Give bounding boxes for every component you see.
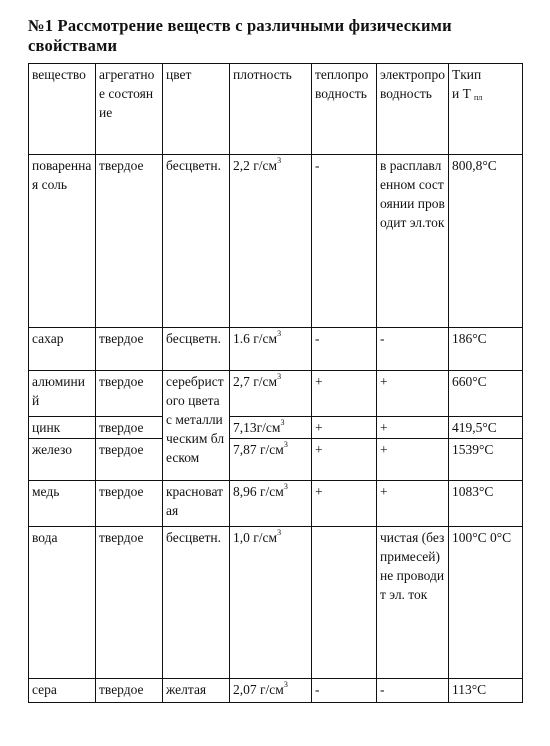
cell-electric: + bbox=[377, 439, 449, 481]
cell-thermal: - bbox=[312, 679, 377, 703]
cell-density: 1.6 $г/см^3$ bbox=[230, 328, 312, 371]
header-color: цвет bbox=[163, 64, 230, 155]
cell-thermal: - bbox=[312, 155, 377, 328]
table-row bbox=[29, 481, 523, 527]
table-row bbox=[29, 679, 523, 703]
cell-temperature: 660°C bbox=[449, 371, 523, 417]
table-row bbox=[29, 328, 523, 371]
cell-temperature: 800,8°C bbox=[449, 155, 523, 328]
header-state: агрегатное состояние bbox=[96, 64, 163, 155]
cell-electric: в расплавленном состоянии проводит эл.ток bbox=[377, 155, 449, 328]
cell-color: бесцветн. bbox=[163, 328, 230, 371]
table-header-row bbox=[29, 64, 523, 155]
header-thermal: теплопроводность bbox=[312, 64, 377, 155]
cell-substance: медь bbox=[29, 481, 96, 527]
cell-substance: цинк bbox=[29, 417, 96, 439]
table-row bbox=[29, 439, 523, 481]
cell-state: твердое bbox=[96, 527, 163, 679]
cell-color: желтая bbox=[163, 679, 230, 703]
cell-substance: железо bbox=[29, 439, 96, 481]
cell-density: 2,7 $г/см^3$ bbox=[230, 371, 312, 417]
cell-thermal: + bbox=[312, 481, 377, 527]
cell-state: твердое bbox=[96, 155, 163, 328]
cell-density: 1,0 $г/см^3$ bbox=[230, 527, 312, 679]
properties-table bbox=[28, 63, 523, 703]
cell-density: 2,2 $г/см^3$ bbox=[230, 155, 312, 328]
cell-thermal: - bbox=[312, 328, 377, 371]
cell-temperature: 419,5°C bbox=[449, 417, 523, 439]
table-row bbox=[29, 371, 523, 417]
cell-color: красноватая bbox=[163, 481, 230, 527]
header-electric: электропроводность bbox=[377, 64, 449, 155]
cell-temperature: 1083°C bbox=[449, 481, 523, 527]
cell-temperature: 186°C bbox=[449, 328, 523, 371]
header-density: плотность bbox=[230, 64, 312, 155]
cell-state: твердое bbox=[96, 439, 163, 481]
cell-substance: алюминий bbox=[29, 371, 96, 417]
table-row bbox=[29, 417, 523, 439]
cell-temperature: 1539°C bbox=[449, 439, 523, 481]
cell-substance: сахар bbox=[29, 328, 96, 371]
cell-thermal bbox=[312, 527, 377, 679]
cell-electric: + bbox=[377, 417, 449, 439]
cell-thermal: + bbox=[312, 439, 377, 481]
header-temperature: Tкип и T $_{пл}$ bbox=[449, 64, 523, 155]
header-substance: вещество bbox=[29, 64, 96, 155]
cell-temperature: 113°C bbox=[449, 679, 523, 703]
cell-electric: + bbox=[377, 371, 449, 417]
cell-state: твердое bbox=[96, 328, 163, 371]
cell-electric: - bbox=[377, 328, 449, 371]
cell-color: бесцветн. bbox=[163, 527, 230, 679]
cell-substance: сера bbox=[29, 679, 96, 703]
cell-state: твердое bbox=[96, 679, 163, 703]
cell-state: твердое bbox=[96, 417, 163, 439]
cell-density: $7,13г/см^3$ bbox=[230, 417, 312, 439]
cell-temperature: 100°C 0°C bbox=[449, 527, 523, 679]
table-row bbox=[29, 527, 523, 679]
page-title: №1 Рассмотрение веществ с различными физическими свойствами bbox=[28, 16, 452, 55]
cell-thermal: + bbox=[312, 417, 377, 439]
cell-density: 2,07 $г/см^3$ bbox=[230, 679, 312, 703]
cell-electric: чистая (без примесей) не проводит эл. ток bbox=[377, 527, 449, 679]
cell-substance: вода bbox=[29, 527, 96, 679]
cell-substance: поваренная соль bbox=[29, 155, 96, 328]
cell-state: твердое bbox=[96, 481, 163, 527]
cell-color: серебристого цвета с металлическим блеском bbox=[163, 371, 230, 481]
cell-thermal: + bbox=[312, 371, 377, 417]
table-row bbox=[29, 155, 523, 328]
cell-density: 7,87 $г/см^3$ bbox=[230, 439, 312, 481]
cell-density: 8,96 $г/см^3$ bbox=[230, 481, 312, 527]
cell-electric: + bbox=[377, 481, 449, 527]
cell-color: бесцветн. bbox=[163, 155, 230, 328]
cell-state: твердое bbox=[96, 371, 163, 417]
cell-electric: - bbox=[377, 679, 449, 703]
